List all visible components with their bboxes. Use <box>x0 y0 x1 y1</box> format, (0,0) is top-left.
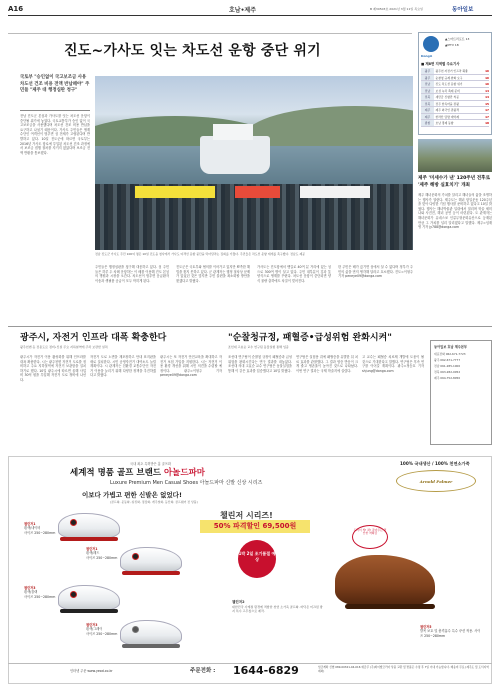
bike-subhead: 광주천변 등 전용도로 정비•신설 주요 지하철역에 주차 보관함 설치 <box>20 345 108 349</box>
ad-headline-text: 세계적 명품 골프 브랜드 <box>70 468 164 478</box>
soldout-badge: 1박 2일 조기품절 예상 <box>238 540 276 578</box>
product-size: 사이즈 250~280mm <box>86 555 118 560</box>
newspaper-brand: 동아일보 <box>452 7 474 13</box>
product-label <box>24 586 64 599</box>
golf-shoe-image <box>58 585 120 611</box>
research-column-1: 조선대 연구팀이 순찰청 규정이 패혈증과 급성 위험을 완화시킨다는 연구 결과를 내놓았다. 조선대 의대 고효순 교수 연구팀은 동물실험을 통해 이 같은 효과를 입증했다고 10일 밝혔다. <box>228 355 292 373</box>
sidebar-headline: 제주 '미세수가 낸' 120주년 전후로 '제주 해방 실효치기' 개최 <box>418 176 491 188</box>
ad-quality-badge: 100% 국내생산 / 100% 천연소가죽 <box>400 461 470 466</box>
sidebar-story-body: 제주 해녀문화의 가치를 알리고 해녀들의 삶을 조명하는 행사가 열린다. 제주도는 해녀 항일운동 120주년을 맞아 다양한 기념 행사를 준비하고 있다고 10일 밝혔다. 행사는 해녀박물관 일대에서 열리며 학술 세미나와 사진전, 해녀 공연 등이 마련된다. 도 관계자는 해녀문화가 유네스코 인류무형문화유산으로 등재된 만큼 그 가치를 널리 알리겠다고 말했다. 제주=임재영 기자 jy788@donga.com <box>418 193 492 230</box>
golf-shoe-image <box>58 513 120 539</box>
story-column-4: 가사도는 진도항에서 뱃길로 40여 분 거리에 있는 섬으로 300여 명이 살고 있다. 주민 대부분이 김과 톳 양식으로 생계를 꾸린다. 차도선 운항이 중단되면 양식 물량 출하에도 차질이 빚어진다. <box>257 265 331 283</box>
ad-brand-name: 아놀드파마 <box>163 468 206 478</box>
index-page: 16 <box>485 75 489 80</box>
shoe-sole <box>122 571 180 575</box>
story-column-1: 전남 진도군 본섬과 가사도를 잇는 차도선 운항이 중단될 위기에 놓였다. 국토교통부가 승인 없이 국고보조금을 사용했다며 차도선 건조 비용 반납을 요구하고 나섰기 때문이다. 가사도 주민들은 생계 수단인 여객선이 멈추면 섬 전체가 고립된다며 반발하고 있다. 10일 진도군에 따르면 국토부는 2016년 가사도 항로에 투입된 차도선 건조 과정에서 보조금 집행 절차를 지키지 않았다며 보조금 전액 반환을 통보했다. <box>20 114 90 155</box>
index-category: 전북 <box>421 94 434 100</box>
index-title: ■ 제8면 지역별 주요기사 <box>421 62 460 66</box>
index-category: 전남 <box>421 88 434 94</box>
product-note: 발목 보호 및 충격흡수 특수 쿠션 적용. 사이즈 250~280mm <box>420 629 481 638</box>
ad-product-range: (골프화, 운동화, 워킹화, 정장화, 캐주얼화, 등산화, 골프웨어 전 상품) <box>110 500 198 504</box>
lede-rule <box>20 110 90 111</box>
product-size: 사이즈 250~280mm <box>24 594 56 599</box>
index-text: 광주천 자전거 인프라 확충 <box>435 69 468 73</box>
ad-subtitle: 국내 최초 특허받은 홀 골프화 <box>130 462 172 466</box>
photo-ferry <box>200 136 270 174</box>
index-category: 전북 <box>421 101 434 107</box>
product-label <box>24 522 64 535</box>
brown-shoe-sole <box>345 604 435 609</box>
brown-product-label <box>420 625 482 638</box>
subscription-title: 동아일보 호남 제주본부 <box>434 345 468 349</box>
product-color: 흰색/레드 <box>86 551 100 556</box>
photo-banner <box>300 186 370 198</box>
index-category: 전남 <box>421 81 434 87</box>
subscription-row: 전북 063-282-0052 <box>434 370 461 374</box>
brand-logo: Arnold Palmer <box>396 470 476 492</box>
boa-dial-icon <box>70 591 77 598</box>
index-table <box>421 68 489 127</box>
section-title: 호남•제주 <box>229 7 257 14</box>
order-label: 주문전화 : <box>190 668 216 674</box>
bike-headline: 광주시, 자전거 인프라 대폭 확충한다 <box>20 333 167 343</box>
index-text: 진도 차도선 운항 위기 <box>435 82 463 86</box>
gift-title: 챌린저2 <box>232 600 245 604</box>
subscription-row: 대표전화 062-671-7723 <box>434 352 466 356</box>
index-line: ▲IPTV 18 <box>445 43 459 47</box>
product-label <box>86 623 126 636</box>
story-column-3: 진도군은 국토부와 협의를 이어가고 있지만 뾰족한 해법을 찾지 못하고 있다. 군 관계자는 행정 절차상 문제가 있었던 것은 맞지만 주민 불편을 최소화할 방안을 찾겠다고 밝혔다. <box>176 265 250 283</box>
headline-rule <box>8 33 412 34</box>
golf-shoe-image <box>120 620 182 646</box>
ad-headline <box>70 466 205 478</box>
gift-block <box>232 600 324 613</box>
product-color: 흰색/그레이 <box>86 627 103 632</box>
subscription-row: 전남 061-285-1000 <box>434 364 461 368</box>
boa-dial-icon <box>132 626 139 633</box>
index-page: 15 <box>485 101 489 106</box>
index-page: 14 <box>485 95 489 99</box>
product-name: 챌린저3 <box>24 586 36 590</box>
bike-column-1: 광주시가 자전거 이용 활성화를 위해 인프라를 대폭 확충한다. 시는 광주천변 자전거 도로를 정비하고 주요 지하철역에 자전거 보관함을 설치하기로 했다. 10일 광주시에 따르면 올해 사업비 30억 원을 투입해 자전거 도로 정비에 나선다. <box>20 355 86 382</box>
index-text: 한라산 탐방 예약제 <box>435 114 459 119</box>
order-terms: 입금계좌 신협 089-00321-04-016 예금주 (주)와이엠코리아 상품 교환 및 반품은 수령 후 7일 이내 가능합니다. 배송비 무료 (제주도 및 도서지역 제외) <box>318 665 489 673</box>
story-column-5: 한 주민은 배가 끊기면 섬에서 살 수 없다며 정부가 주민의 삶을 먼저 생각해 달라고 호소했다. 진도=이형주 기자 peneye09@donga.com <box>338 265 413 279</box>
index-text: 보성 녹차 축제 준비 <box>435 88 460 93</box>
product-size: 사이즈 250~280mm <box>86 631 118 636</box>
index-category: 제주 <box>421 114 434 120</box>
index-page: 14 <box>485 88 489 93</box>
product-name: 챌린저3 <box>86 623 98 627</box>
index-category: 광주 <box>421 75 434 81</box>
page-number: A16 <box>8 5 24 13</box>
index-page: 18 <box>485 121 489 125</box>
product-label <box>86 547 126 560</box>
index-page: 16 <box>485 82 489 86</box>
photo-ferry-bridge <box>213 124 253 140</box>
product-color: 흰색/네이비 <box>24 526 41 531</box>
index-text: 순찰청 규제 완화 요구 <box>435 75 463 80</box>
product-color: 흰색/블랙 <box>24 590 38 595</box>
golf-shoe-image <box>120 547 182 573</box>
index-category: 광주 <box>421 68 434 74</box>
bike-column-2: 자전거 도로 노면을 재포장하고 안내 표지판을 새로 설치한다. 시민 공영자전거 대여소도 늘릴 계획이다. 시 관계자는 친환경 교통수단인 자전거 이용을 늘리기 위해 다양한 정책을 추진하겠다고 밝혔다. <box>90 355 156 378</box>
order-url[interactable]: 인터넷 주문 www.yeod.co.kr <box>70 669 113 673</box>
sidebar-photo <box>418 139 492 172</box>
subscription-row: 광주 062-671-7777 <box>434 358 461 362</box>
donga-logo-icon <box>423 36 439 52</box>
bike-column-3: 광주시는 또 자전거 안전교육을 확대하고 자전거 보험 가입을 지원한다. 시는 자전거 이용 환경 개선을 위해 시민 의견을 수렴할 예정이다. 광주=이형주 기자 peneye09@donga.com <box>160 355 222 378</box>
shoe-sole <box>60 609 118 613</box>
series-title: 챌린저 시리즈! <box>220 511 273 520</box>
research-column-3: 고 교수는 패혈증 치료제 개발에 도움이 될 것으로 기대한다고 말했다. 연구팀은 후속 연구를 이어갈 계획이다. 광주=정승호 기자 shjung@donga.com <box>362 355 424 373</box>
issue-info: B 제30503호 2021년 3월 11일 목요일 <box>370 7 423 11</box>
boa-dial-icon <box>132 553 139 560</box>
index-category: 종합 <box>421 120 434 126</box>
comfort-badge: 드라이 착! 꽉! 잡아주는 편안한 착화감 <box>352 525 388 549</box>
boa-dial-icon <box>70 519 77 526</box>
order-phone[interactable]: 1644-6829 <box>233 664 299 677</box>
news-photo <box>95 76 413 250</box>
main-headline: 진도~가사도 잇는 차도선 운항 중단 위기 <box>64 43 321 59</box>
header-rule <box>8 15 492 16</box>
section-rule <box>8 326 492 327</box>
main-lede: 국토부 "승인없이 국고보조금 사용 차도선 건조 비용 전액 반납해야" 주민들 "제주 대 행정심판 청구" <box>20 75 90 93</box>
product-name: 챌린저1 <box>24 522 36 526</box>
product-name: 챌린저1 <box>86 547 98 551</box>
ad-tagline: Luxure Premium Men Casual Shoes 아놀드파마 신발 신상 시리즈 <box>110 480 263 486</box>
index-category: 제주 <box>421 107 434 113</box>
research-subhead: 조선대 고효순 교수 연구팀 동물실험 통해 입증 <box>228 345 289 349</box>
shoe-sole <box>60 537 118 541</box>
photo-caption: 전남 진도군 가사도 주민 100여 명은 10일 진도읍 청사에서 가사도 여객선 운항 중단을 막아달라는 집회를 가졌다. 주민들은 차도선 운항 재개를 촉구했다. 전남도 제공 <box>95 252 305 256</box>
index-text: 제주 외국인 관광객 <box>435 108 459 112</box>
index-page: 16 <box>485 69 489 73</box>
index-row[interactable] <box>421 120 489 127</box>
research-headline: "순찰청규정, 패혈증•급성위험 완화시켜" <box>228 333 392 343</box>
sale-banner: 50% 파격할인 69,500원 <box>200 520 310 533</box>
index-page: 17 <box>485 114 489 119</box>
subscription-row: 제주 064-752-8050 <box>434 376 461 380</box>
gift-body: 대한민국 사계절 환경에 적합한 천연 소가죽 골프화. 바닥은 미끄럼 방지 특수 고무창으로 제작. <box>232 605 323 614</box>
logo-text: DongA <box>421 54 433 58</box>
index-text: 전주 한옥마을 관광 <box>435 101 459 106</box>
research-column-2: 연구팀은 실험용 쥐에 패혈증을 유발한 뒤 치료 효과를 관찰했다. 그 결과 염증 반응이 크게 줄고 생존율이 높아진 것으로 나타났다. 이번 연구 결과는 국제 학술지에 실렸다. <box>296 355 358 373</box>
product-size: 사이즈 250~280mm <box>24 530 56 535</box>
story-column-2: 주민들은 행정심판을 청구해 대응하고 있다. 섬 주민들은 하루 두 차례 운항하는 이 배를 이용해 진도 본섬의 병원과 시장을 오간다. 차도선이 멈추면 응급환자 이송과 생필품 공급이 모두 막히게 된다. <box>95 265 169 283</box>
index-text: 호남 경제 동향 <box>435 121 454 125</box>
photo-banner <box>135 186 215 198</box>
ad-slogan: 이보다 가볍고 편한 신발은 없었다! <box>82 491 182 499</box>
product-name: 챌린저5 <box>420 625 432 629</box>
index-page: 17 <box>485 108 489 112</box>
index-line: ▲스마트리포트 13 <box>445 37 470 41</box>
shoe-sole <box>122 644 180 648</box>
index-text: 새만금 신항만 착공 <box>435 95 459 99</box>
photo-banner <box>235 186 280 198</box>
